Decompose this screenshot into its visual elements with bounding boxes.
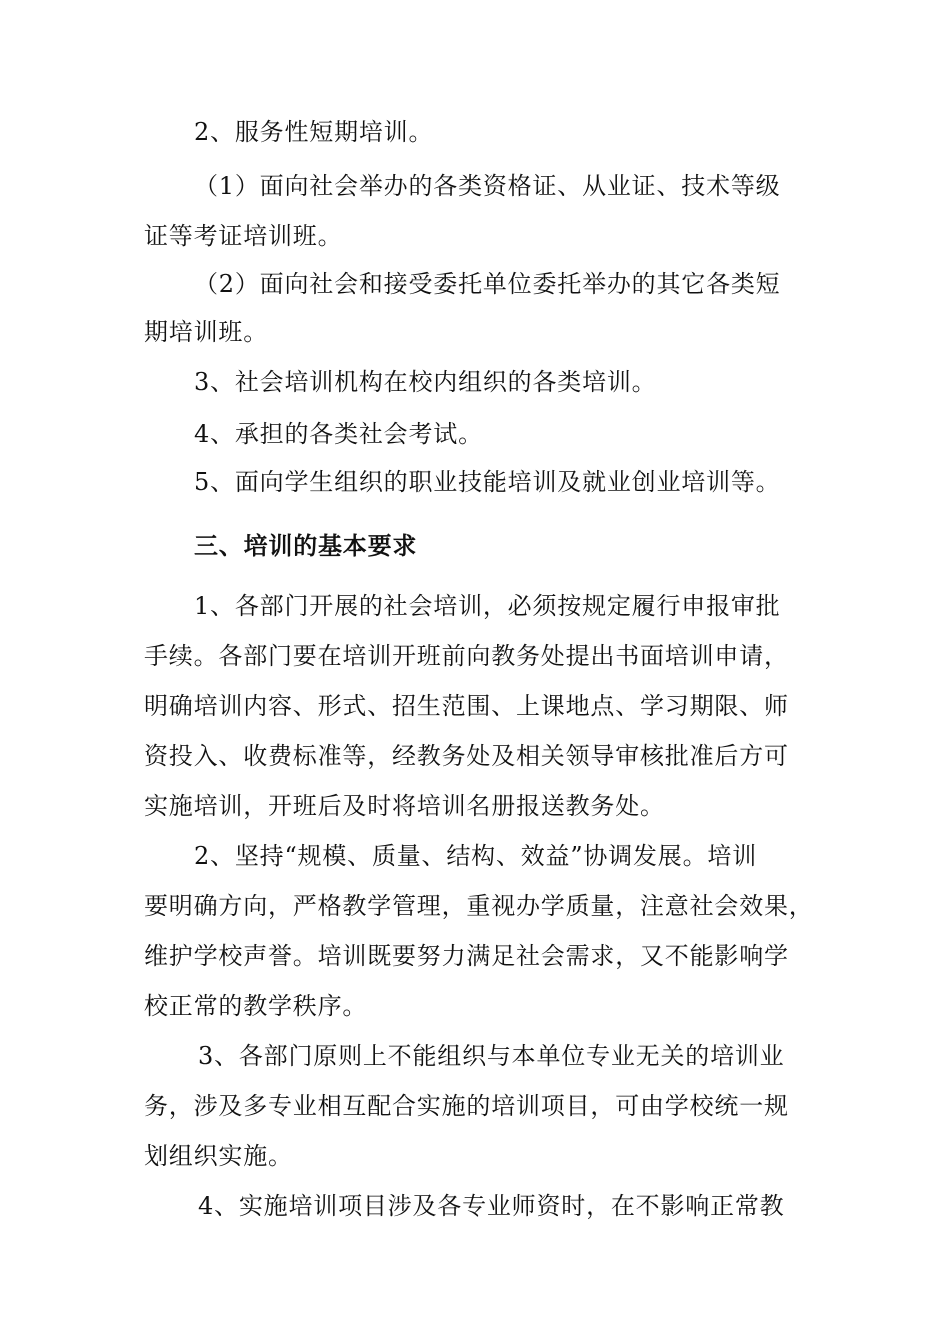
text-line: 实施培训，开班后及时将培训名册报送教务处。 <box>144 792 665 820</box>
text-line: 划组织实施。 <box>144 1142 293 1170</box>
text-line: 期培训班。 <box>144 318 268 346</box>
text-line: 3、社会培训机构在校内组织的各类培训。 <box>194 368 657 396</box>
text-line: 维护学校声誉。培训既要努力满足社会需求，又不能影响学 <box>144 942 789 970</box>
text-line: 3、各部门原则上不能组织与本单位专业无关的培训业 <box>198 1042 785 1070</box>
text-line: 校正常的教学秩序。 <box>144 992 368 1020</box>
text-line: 4、承担的各类社会考试。 <box>194 420 483 448</box>
text-line: 4、实施培训项目涉及各专业师资时，在不影响正常教 <box>198 1192 785 1220</box>
text-line: 1、各部门开展的社会培训，必须按规定履行申报审批 <box>194 592 781 620</box>
text-line: 要明确方向，严格教学管理，重视办学质量，注意社会效果， <box>144 892 814 920</box>
section-heading: 三、培训的基本要求 <box>194 532 418 560</box>
text-line: 2、坚持“规模、质量、结构、效益”协调发展。培训 <box>194 842 758 870</box>
text-line: 明确培训内容、形式、招生范围、上课地点、学习期限、师 <box>144 692 789 720</box>
text-line: 证等考证培训班。 <box>144 222 343 250</box>
text-line: 务，涉及多专业相互配合实施的培训项目，可由学校统一规 <box>144 1092 789 1120</box>
text-line: 2、服务性短期培训。 <box>194 118 434 146</box>
text-line: 5、面向学生组织的职业技能培训及就业创业培训等。 <box>194 468 781 496</box>
text-line: 资投入、收费标准等，经教务处及相关领导审核批准后方可 <box>144 742 789 770</box>
text-line: 手续。各部门要在培训开班前向教务处提出书面培训申请， <box>144 642 789 670</box>
text-line: （1）面向社会举办的各类资格证、从业证、技术等级 <box>194 172 781 200</box>
text-line: （2）面向社会和接受委托单位委托举办的其它各类短 <box>194 270 781 298</box>
